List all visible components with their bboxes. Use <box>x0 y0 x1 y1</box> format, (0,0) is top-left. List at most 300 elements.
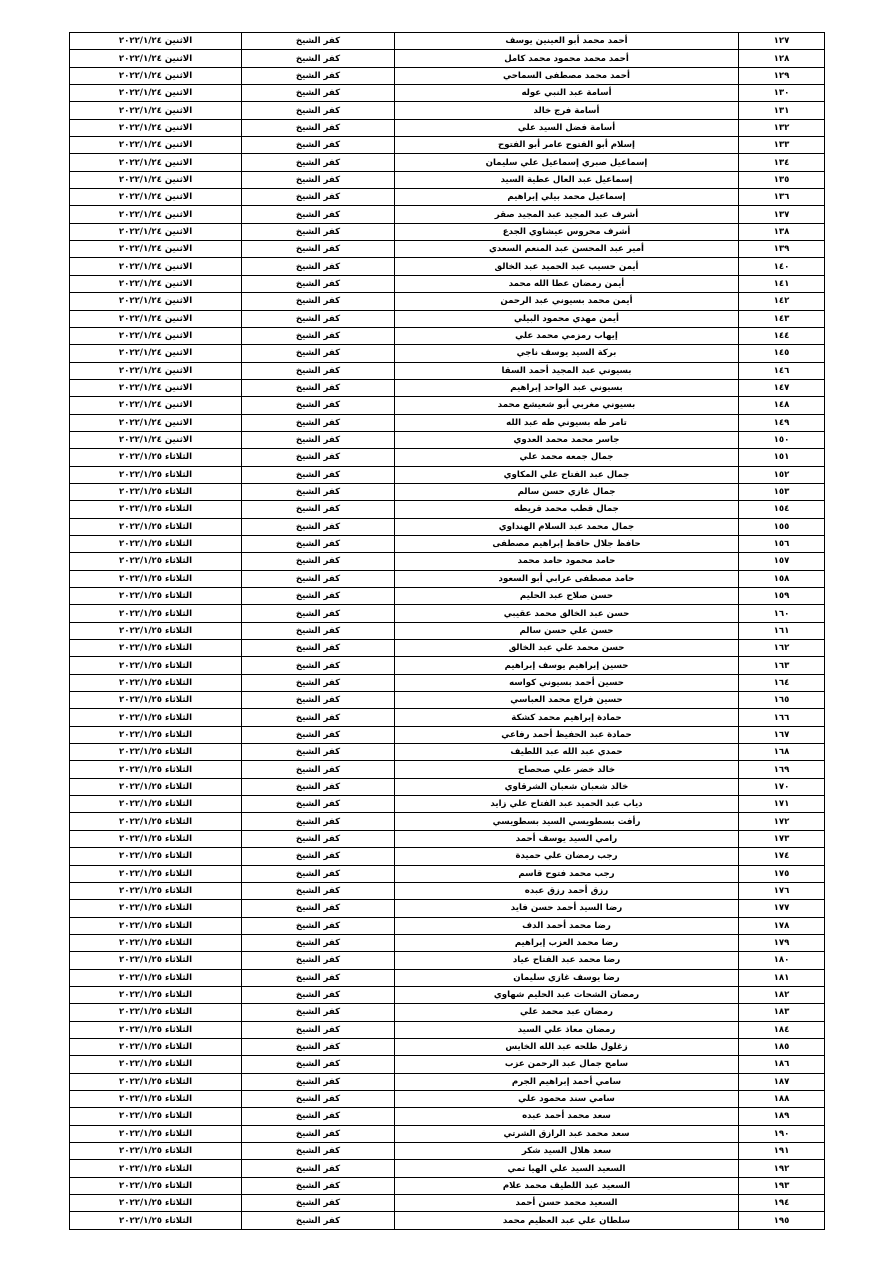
date-cell: الثلاثاء ٢٠٢٢/١/٢٥ <box>70 1108 242 1125</box>
row-number-cell: ١٨٩ <box>739 1108 825 1125</box>
table-row <box>70 154 825 171</box>
date-cell: الثلاثاء ٢٠٢٢/١/٢٥ <box>70 535 242 552</box>
table-row <box>70 137 825 154</box>
row-number-cell: ١٦٧ <box>739 726 825 743</box>
row-number-cell: ١٥٥ <box>739 518 825 535</box>
location-cell: كفر الشيخ <box>242 241 395 258</box>
name-cell: أمير عبد المحسن عبد المنعم السعدي <box>395 241 739 258</box>
location-cell: كفر الشيخ <box>242 362 395 379</box>
name-cell: جمال عبد الفتاح علي المكاوي <box>395 466 739 483</box>
row-number-cell: ١٣٥ <box>739 171 825 188</box>
location-cell: كفر الشيخ <box>242 917 395 934</box>
table-row <box>70 362 825 379</box>
table-row <box>70 1090 825 1107</box>
name-cell: خالد شعبان شعبان الشرقاوي <box>395 778 739 795</box>
table-row <box>70 848 825 865</box>
name-cell: رضا محمد العزب إبراهيم <box>395 934 739 951</box>
table-row <box>70 310 825 327</box>
location-cell: كفر الشيخ <box>242 33 395 50</box>
name-cell: إسلام أبو الفتوح عامر أبو الفتوح <box>395 137 739 154</box>
name-cell: حسن عبد الخالق محمد عقيبي <box>395 605 739 622</box>
row-number-cell: ١٣٧ <box>739 206 825 223</box>
location-cell: كفر الشيخ <box>242 206 395 223</box>
name-cell: إسماعيل عبد العال عطية السيد <box>395 171 739 188</box>
location-cell: كفر الشيخ <box>242 622 395 639</box>
location-cell: كفر الشيخ <box>242 466 395 483</box>
name-cell: حمادة عبد الحفيظ أحمد رفاعي <box>395 726 739 743</box>
row-number-cell: ١٨٢ <box>739 986 825 1003</box>
row-number-cell: ١٣٤ <box>739 154 825 171</box>
date-cell: الثلاثاء ٢٠٢٢/١/٢٥ <box>70 1212 242 1229</box>
table-row <box>70 813 825 830</box>
name-cell: بركة السيد يوسف ناجي <box>395 345 739 362</box>
location-cell: كفر الشيخ <box>242 293 395 310</box>
row-number-cell: ١٢٩ <box>739 67 825 84</box>
location-cell: كفر الشيخ <box>242 761 395 778</box>
table-row <box>70 1038 825 1055</box>
table-row <box>70 518 825 535</box>
location-cell: كفر الشيخ <box>242 657 395 674</box>
name-cell: أيمن رمضان عطا الله محمد <box>395 275 739 292</box>
location-cell: كفر الشيخ <box>242 692 395 709</box>
date-cell: الثلاثاء ٢٠٢٢/١/٢٥ <box>70 449 242 466</box>
location-cell: كفر الشيخ <box>242 518 395 535</box>
location-cell: كفر الشيخ <box>242 1038 395 1055</box>
date-cell: الثلاثاء ٢٠٢٢/١/٢٥ <box>70 761 242 778</box>
name-cell: دياب عبد الحميد عبد الفتاح علي زايد <box>395 796 739 813</box>
date-cell: الثلاثاء ٢٠٢٢/١/٢٥ <box>70 605 242 622</box>
date-cell: الاثنين ٢٠٢٢/١/٢٤ <box>70 206 242 223</box>
date-cell: الثلاثاء ٢٠٢٢/١/٢٥ <box>70 1195 242 1212</box>
date-cell: الثلاثاء ٢٠٢٢/١/٢٥ <box>70 674 242 691</box>
date-cell: الاثنين ٢٠٢٢/١/٢٤ <box>70 119 242 136</box>
row-number-cell: ١٣٠ <box>739 85 825 102</box>
location-cell: كفر الشيخ <box>242 640 395 657</box>
date-cell: الاثنين ٢٠٢٢/١/٢٤ <box>70 345 242 362</box>
table-row <box>70 327 825 344</box>
date-cell: الثلاثاء ٢٠٢٢/١/٢٥ <box>70 1177 242 1194</box>
row-number-cell: ١٤٥ <box>739 345 825 362</box>
date-cell: الثلاثاء ٢٠٢٢/١/٢٥ <box>70 1090 242 1107</box>
location-cell: كفر الشيخ <box>242 431 395 448</box>
date-cell: الثلاثاء ٢٠٢٢/١/٢٥ <box>70 483 242 500</box>
table-row <box>70 189 825 206</box>
table-row <box>70 275 825 292</box>
row-number-cell: ١٤٢ <box>739 293 825 310</box>
row-number-cell: ١٥١ <box>739 449 825 466</box>
table-row <box>70 865 825 882</box>
table-row <box>70 761 825 778</box>
name-cell: حسين فراج محمد العباسي <box>395 692 739 709</box>
date-cell: الثلاثاء ٢٠٢٢/١/٢٥ <box>70 969 242 986</box>
name-cell: السعيد محمد حسن أحمد <box>395 1195 739 1212</box>
row-number-cell: ١٨٤ <box>739 1021 825 1038</box>
date-cell: الاثنين ٢٠٢٢/١/٢٤ <box>70 397 242 414</box>
table-row <box>70 709 825 726</box>
row-number-cell: ١٧٢ <box>739 813 825 830</box>
name-cell: حمدي عبد الله عبد اللطيف <box>395 744 739 761</box>
date-cell: الاثنين ٢٠٢٢/١/٢٤ <box>70 431 242 448</box>
date-cell: الاثنين ٢٠٢٢/١/٢٤ <box>70 102 242 119</box>
table-row <box>70 397 825 414</box>
location-cell: كفر الشيخ <box>242 1073 395 1090</box>
row-number-cell: ١٨٠ <box>739 952 825 969</box>
row-number-cell: ١٦١ <box>739 622 825 639</box>
date-cell: الثلاثاء ٢٠٢٢/١/٢٥ <box>70 1004 242 1021</box>
row-number-cell: ١٤٧ <box>739 379 825 396</box>
table-row <box>70 466 825 483</box>
names-table <box>69 32 825 1230</box>
date-cell: الاثنين ٢٠٢٢/١/٢٤ <box>70 171 242 188</box>
name-cell: حامد مصطفى عرابي أبو السعود <box>395 570 739 587</box>
row-number-cell: ١٧٠ <box>739 778 825 795</box>
row-number-cell: ١٧٧ <box>739 900 825 917</box>
location-cell: كفر الشيخ <box>242 535 395 552</box>
location-cell: كفر الشيخ <box>242 830 395 847</box>
location-cell: كفر الشيخ <box>242 570 395 587</box>
table-row <box>70 882 825 899</box>
name-cell: بسيوني مغربي أبو شعيشع محمد <box>395 397 739 414</box>
date-cell: الثلاثاء ٢٠٢٢/١/٢٥ <box>70 709 242 726</box>
location-cell: كفر الشيخ <box>242 778 395 795</box>
location-cell: كفر الشيخ <box>242 310 395 327</box>
name-cell: رزق أحمد رزق عبده <box>395 882 739 899</box>
name-cell: أشرف عبد المجيد عبد المجيد صقر <box>395 206 739 223</box>
table-row <box>70 1004 825 1021</box>
location-cell: كفر الشيخ <box>242 865 395 882</box>
date-cell: الثلاثاء ٢٠٢٢/١/٢٥ <box>70 986 242 1003</box>
location-cell: كفر الشيخ <box>242 345 395 362</box>
location-cell: كفر الشيخ <box>242 1212 395 1229</box>
row-number-cell: ١٨٣ <box>739 1004 825 1021</box>
name-cell: حسين إبراهيم يوسف إبراهيم <box>395 657 739 674</box>
name-cell: رجب محمد فتوح قاسم <box>395 865 739 882</box>
date-cell: الثلاثاء ٢٠٢٢/١/٢٥ <box>70 1073 242 1090</box>
name-cell: جمال غازي حسن سالم <box>395 483 739 500</box>
row-number-cell: ١٩٤ <box>739 1195 825 1212</box>
location-cell: كفر الشيخ <box>242 1056 395 1073</box>
date-cell: الثلاثاء ٢٠٢٢/١/٢٥ <box>70 726 242 743</box>
table-row <box>70 830 825 847</box>
name-cell: أيمن مهدي محمود البيلي <box>395 310 739 327</box>
date-cell: الاثنين ٢٠٢٢/١/٢٤ <box>70 293 242 310</box>
location-cell: كفر الشيخ <box>242 1195 395 1212</box>
row-number-cell: ١٥٨ <box>739 570 825 587</box>
table-row <box>70 726 825 743</box>
name-cell: أيمن حسيب عبد الحميد عبد الخالق <box>395 258 739 275</box>
name-cell: تامر طه بسيوني طه عبد الله <box>395 414 739 431</box>
date-cell: الثلاثاء ٢٠٢٢/١/٢٥ <box>70 640 242 657</box>
row-number-cell: ١٧٩ <box>739 934 825 951</box>
table-row <box>70 345 825 362</box>
location-cell: كفر الشيخ <box>242 882 395 899</box>
location-cell: كفر الشيخ <box>242 605 395 622</box>
name-cell: أحمد محمد محمود محمد كامل <box>395 50 739 67</box>
table-row <box>70 85 825 102</box>
name-cell: رمضان عبد محمد علي <box>395 1004 739 1021</box>
location-cell: كفر الشيخ <box>242 553 395 570</box>
date-cell: الاثنين ٢٠٢٢/١/٢٤ <box>70 310 242 327</box>
location-cell: كفر الشيخ <box>242 50 395 67</box>
name-cell: رضا يوسف غازي سليمان <box>395 969 739 986</box>
date-cell: الثلاثاء ٢٠٢٢/١/٢٥ <box>70 692 242 709</box>
location-cell: كفر الشيخ <box>242 900 395 917</box>
table-row <box>70 588 825 605</box>
row-number-cell: ١٤٨ <box>739 397 825 414</box>
name-cell: حسن محمد علي عبد الخالق <box>395 640 739 657</box>
row-number-cell: ١٥٦ <box>739 535 825 552</box>
table-row <box>70 1073 825 1090</box>
name-cell: سامي سند محمود علي <box>395 1090 739 1107</box>
table-row <box>70 119 825 136</box>
date-cell: الثلاثاء ٢٠٢٢/١/٢٥ <box>70 900 242 917</box>
table-row <box>70 744 825 761</box>
table-row <box>70 778 825 795</box>
table-row <box>70 483 825 500</box>
date-cell: الثلاثاء ٢٠٢٢/١/٢٥ <box>70 501 242 518</box>
date-cell: الاثنين ٢٠٢٢/١/٢٤ <box>70 379 242 396</box>
row-number-cell: ١٧٣ <box>739 830 825 847</box>
name-cell: رضا محمد عبد الفتاح عياد <box>395 952 739 969</box>
date-cell: الاثنين ٢٠٢٢/١/٢٤ <box>70 362 242 379</box>
name-cell: خالد خضر علي صحصاح <box>395 761 739 778</box>
table-row <box>70 223 825 240</box>
location-cell: كفر الشيخ <box>242 1090 395 1107</box>
location-cell: كفر الشيخ <box>242 744 395 761</box>
row-number-cell: ١٨٧ <box>739 1073 825 1090</box>
row-number-cell: ١٩٢ <box>739 1160 825 1177</box>
location-cell: كفر الشيخ <box>242 189 395 206</box>
location-cell: كفر الشيخ <box>242 1108 395 1125</box>
name-cell: بسيوني عبد الواحد إبراهيم <box>395 379 739 396</box>
row-number-cell: ١٢٧ <box>739 33 825 50</box>
table-row <box>70 535 825 552</box>
date-cell: الثلاثاء ٢٠٢٢/١/٢٥ <box>70 570 242 587</box>
names-table-body <box>70 33 825 1230</box>
name-cell: جمال قطب محمد قريطه <box>395 501 739 518</box>
row-number-cell: ١٣١ <box>739 102 825 119</box>
date-cell: الثلاثاء ٢٠٢٢/١/٢٥ <box>70 657 242 674</box>
date-cell: الثلاثاء ٢٠٢٢/١/٢٥ <box>70 553 242 570</box>
location-cell: كفر الشيخ <box>242 223 395 240</box>
name-cell: سامي أحمد إبراهيم الجرم <box>395 1073 739 1090</box>
date-cell: الاثنين ٢٠٢٢/١/٢٤ <box>70 258 242 275</box>
location-cell: كفر الشيخ <box>242 258 395 275</box>
row-number-cell: ١٣٢ <box>739 119 825 136</box>
table-row <box>70 171 825 188</box>
row-number-cell: ١٤٤ <box>739 327 825 344</box>
location-cell: كفر الشيخ <box>242 588 395 605</box>
name-cell: السعيد عبد اللطيف محمد علام <box>395 1177 739 1194</box>
date-cell: الثلاثاء ٢٠٢٢/١/٢٥ <box>70 796 242 813</box>
row-number-cell: ١٥٤ <box>739 501 825 518</box>
row-number-cell: ١٤٩ <box>739 414 825 431</box>
table-row <box>70 674 825 691</box>
name-cell: أحمد محمد أبو العينين يوسف <box>395 33 739 50</box>
date-cell: الاثنين ٢٠٢٢/١/٢٤ <box>70 223 242 240</box>
table-row <box>70 1021 825 1038</box>
date-cell: الاثنين ٢٠٢٢/١/٢٤ <box>70 85 242 102</box>
name-cell: أشرف محروس عيشاوي الجدع <box>395 223 739 240</box>
date-cell: الثلاثاء ٢٠٢٢/١/٢٥ <box>70 466 242 483</box>
row-number-cell: ١٥٣ <box>739 483 825 500</box>
table-row <box>70 1160 825 1177</box>
row-number-cell: ١٦٢ <box>739 640 825 657</box>
row-number-cell: ١٤١ <box>739 275 825 292</box>
name-cell: حمادة إبراهيم محمد كشكة <box>395 709 739 726</box>
table-row <box>70 449 825 466</box>
location-cell: كفر الشيخ <box>242 848 395 865</box>
table-row <box>70 900 825 917</box>
name-cell: حسن صلاح عبد الحليم <box>395 588 739 605</box>
row-number-cell: ١٨٥ <box>739 1038 825 1055</box>
row-number-cell: ١٤٦ <box>739 362 825 379</box>
row-number-cell: ١٣٨ <box>739 223 825 240</box>
row-number-cell: ١٨٨ <box>739 1090 825 1107</box>
row-number-cell: ١٦٨ <box>739 744 825 761</box>
date-cell: الثلاثاء ٢٠٢٢/١/٢٥ <box>70 865 242 882</box>
row-number-cell: ١٣٦ <box>739 189 825 206</box>
name-cell: إسماعيل صبري إسماعيل علي سليمان <box>395 154 739 171</box>
table-row <box>70 622 825 639</box>
location-cell: كفر الشيخ <box>242 171 395 188</box>
location-cell: كفر الشيخ <box>242 709 395 726</box>
date-cell: الثلاثاء ٢٠٢٢/١/٢٥ <box>70 1125 242 1142</box>
row-number-cell: ١٦٦ <box>739 709 825 726</box>
date-cell: الثلاثاء ٢٠٢٢/١/٢٥ <box>70 934 242 951</box>
table-row <box>70 969 825 986</box>
name-cell: سلطان علي عبد العظيم محمد <box>395 1212 739 1229</box>
date-cell: الثلاثاء ٢٠٢٢/١/٢٥ <box>70 917 242 934</box>
location-cell: كفر الشيخ <box>242 379 395 396</box>
table-row <box>70 1177 825 1194</box>
location-cell: كفر الشيخ <box>242 1160 395 1177</box>
date-cell: الثلاثاء ٢٠٢٢/١/٢٥ <box>70 778 242 795</box>
name-cell: أسامة فضل السيد علي <box>395 119 739 136</box>
table-row <box>70 431 825 448</box>
name-cell: حسن علي حسن سالم <box>395 622 739 639</box>
table-row <box>70 33 825 50</box>
row-number-cell: ١٨١ <box>739 969 825 986</box>
row-number-cell: ١٦٠ <box>739 605 825 622</box>
name-cell: زغلول طلحه عبد الله الخايس <box>395 1038 739 1055</box>
table-row <box>70 1195 825 1212</box>
location-cell: كفر الشيخ <box>242 813 395 830</box>
name-cell: حامد محمود حامد محمد <box>395 553 739 570</box>
date-cell: الاثنين ٢٠٢٢/١/٢٤ <box>70 50 242 67</box>
table-row <box>70 952 825 969</box>
table-row <box>70 501 825 518</box>
name-cell: جمال جمعه محمد علي <box>395 449 739 466</box>
name-cell: سامح جمال عبد الرحمن عزب <box>395 1056 739 1073</box>
date-cell: الثلاثاء ٢٠٢٢/١/٢٥ <box>70 830 242 847</box>
name-cell: بسيوني عبد المجيد أحمد السقا <box>395 362 739 379</box>
row-number-cell: ١٣٣ <box>739 137 825 154</box>
date-cell: الثلاثاء ٢٠٢٢/١/٢٥ <box>70 813 242 830</box>
location-cell: كفر الشيخ <box>242 1143 395 1160</box>
table-row <box>70 1212 825 1229</box>
row-number-cell: ١٥٩ <box>739 588 825 605</box>
location-cell: كفر الشيخ <box>242 1004 395 1021</box>
row-number-cell: ١٧١ <box>739 796 825 813</box>
row-number-cell: ١٦٥ <box>739 692 825 709</box>
table-row <box>70 50 825 67</box>
row-number-cell: ١٧٤ <box>739 848 825 865</box>
row-number-cell: ١٣٩ <box>739 241 825 258</box>
name-cell: رجب رمضان علي حميدة <box>395 848 739 865</box>
name-cell: رمضان معاذ علي السيد <box>395 1021 739 1038</box>
row-number-cell: ١٩٠ <box>739 1125 825 1142</box>
name-cell: سعد محمد أحمد عبده <box>395 1108 739 1125</box>
name-cell: حسين أحمد بسيوني كواسه <box>395 674 739 691</box>
date-cell: الاثنين ٢٠٢٢/١/٢٤ <box>70 189 242 206</box>
table-row <box>70 241 825 258</box>
date-cell: الاثنين ٢٠٢٢/١/٢٤ <box>70 414 242 431</box>
table-row <box>70 692 825 709</box>
date-cell: الثلاثاء ٢٠٢٢/١/٢٥ <box>70 952 242 969</box>
table-row <box>70 1056 825 1073</box>
name-cell: أحمد محمد مصطفى السماحي <box>395 67 739 84</box>
name-cell: رامي السيد يوسف أحمد <box>395 830 739 847</box>
row-number-cell: ١٢٨ <box>739 50 825 67</box>
table-row <box>70 67 825 84</box>
row-number-cell: ١٥٧ <box>739 553 825 570</box>
date-cell: الاثنين ٢٠٢٢/١/٢٤ <box>70 67 242 84</box>
row-number-cell: ١٦٩ <box>739 761 825 778</box>
date-cell: الثلاثاء ٢٠٢٢/١/٢٥ <box>70 1021 242 1038</box>
name-cell: رأفت بسطويسي السيد بسطويسي <box>395 813 739 830</box>
location-cell: كفر الشيخ <box>242 414 395 431</box>
table-row <box>70 796 825 813</box>
table-row <box>70 1143 825 1160</box>
name-cell: سعد هلال السيد شكر <box>395 1143 739 1160</box>
table-row <box>70 640 825 657</box>
location-cell: كفر الشيخ <box>242 1125 395 1142</box>
date-cell: الثلاثاء ٢٠٢٢/١/٢٥ <box>70 588 242 605</box>
date-cell: الثلاثاء ٢٠٢٢/١/٢٥ <box>70 848 242 865</box>
row-number-cell: ١٧٥ <box>739 865 825 882</box>
location-cell: كفر الشيخ <box>242 501 395 518</box>
location-cell: كفر الشيخ <box>242 119 395 136</box>
name-cell: حافظ جلال حافظ إبراهيم مصطفى <box>395 535 739 552</box>
table-row <box>70 102 825 119</box>
location-cell: كفر الشيخ <box>242 726 395 743</box>
row-number-cell: ١٥٢ <box>739 466 825 483</box>
name-cell: رضا السيد أحمد حسن فايد <box>395 900 739 917</box>
date-cell: الثلاثاء ٢٠٢٢/١/٢٥ <box>70 744 242 761</box>
table-row <box>70 1125 825 1142</box>
location-cell: كفر الشيخ <box>242 969 395 986</box>
row-number-cell: ١٩٣ <box>739 1177 825 1194</box>
table-row <box>70 657 825 674</box>
date-cell: الاثنين ٢٠٢٢/١/٢٤ <box>70 154 242 171</box>
location-cell: كفر الشيخ <box>242 1177 395 1194</box>
date-cell: الاثنين ٢٠٢٢/١/٢٤ <box>70 275 242 292</box>
location-cell: كفر الشيخ <box>242 85 395 102</box>
name-cell: جمال محمد عبد السلام الهنداوي <box>395 518 739 535</box>
date-cell: الثلاثاء ٢٠٢٢/١/٢٥ <box>70 622 242 639</box>
table-row <box>70 379 825 396</box>
table-row <box>70 206 825 223</box>
date-cell: الثلاثاء ٢٠٢٢/١/٢٥ <box>70 518 242 535</box>
table-row <box>70 605 825 622</box>
table-row <box>70 570 825 587</box>
table-row <box>70 1108 825 1125</box>
location-cell: كفر الشيخ <box>242 449 395 466</box>
name-cell: جاسر محمد محمد العدوي <box>395 431 739 448</box>
row-number-cell: ١٩٥ <box>739 1212 825 1229</box>
date-cell: الثلاثاء ٢٠٢٢/١/٢٥ <box>70 1143 242 1160</box>
